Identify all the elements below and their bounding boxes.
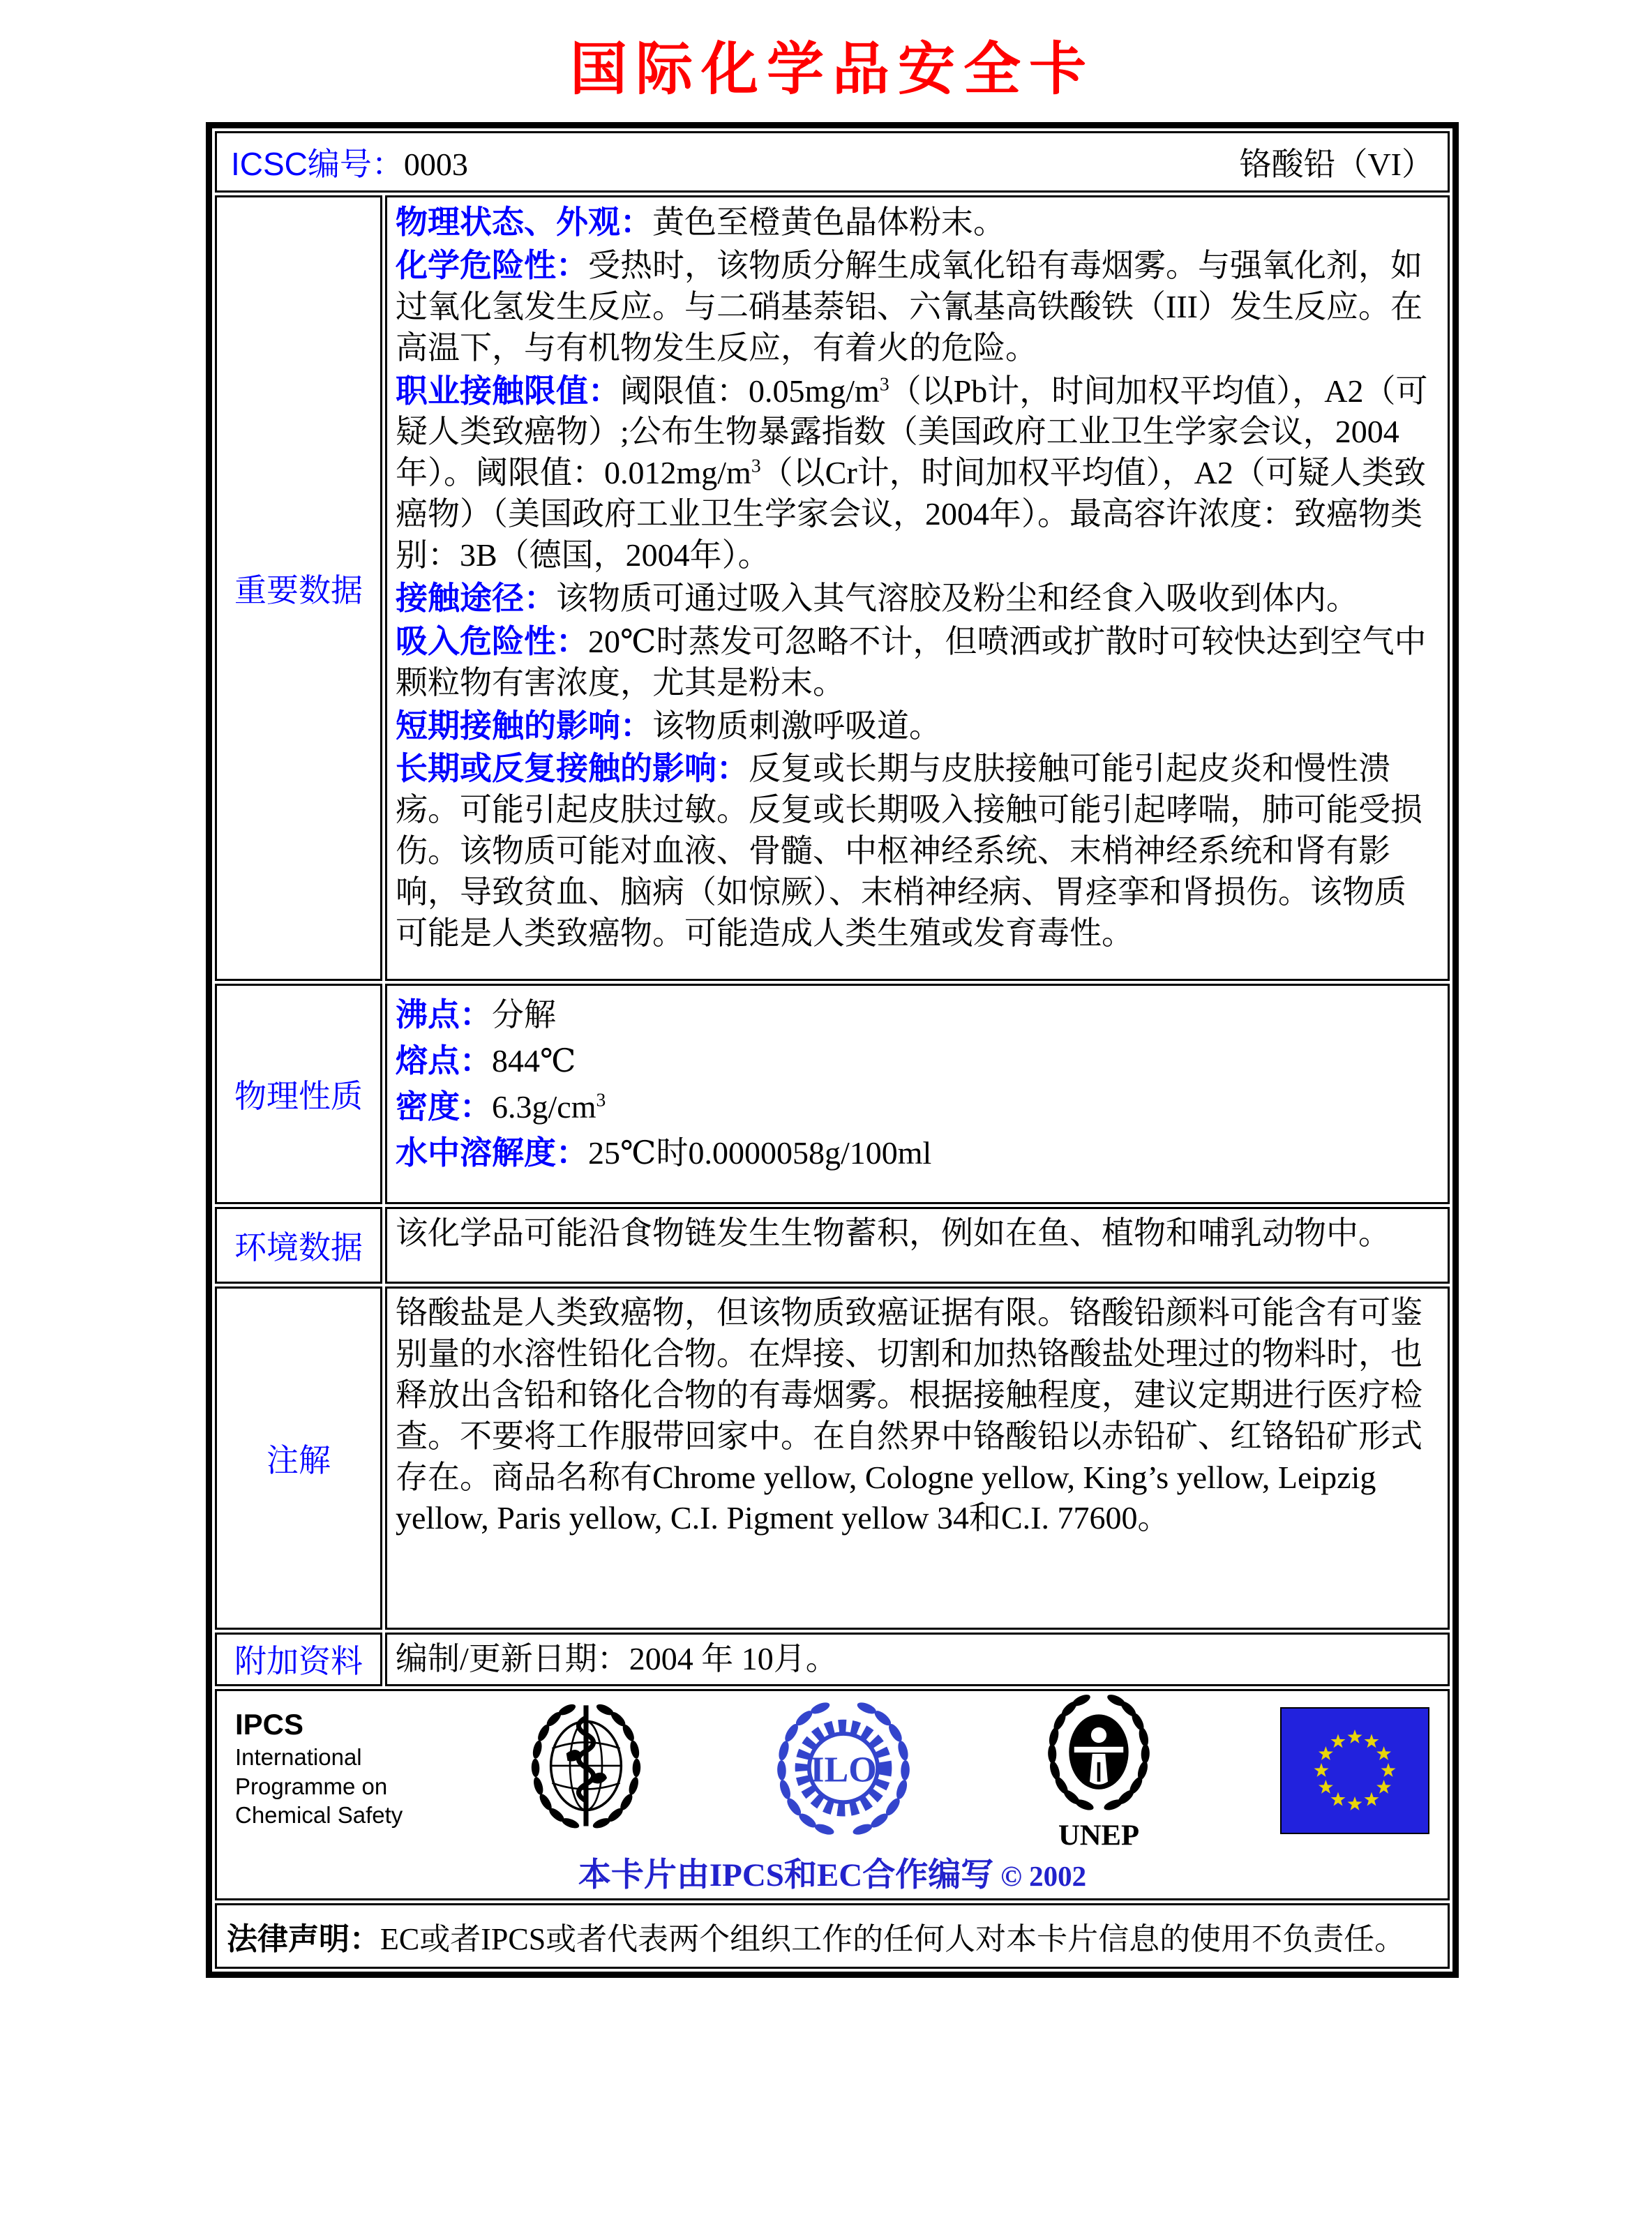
field-label: 吸入危险性： <box>396 622 588 659</box>
unep-logo-text: UNEP <box>1058 1819 1140 1852</box>
ilo-logo-text: ILO <box>810 1750 877 1790</box>
eu-flag-icon <box>1280 1707 1429 1834</box>
field-paragraph: 熔点：844℃ <box>396 1042 576 1079</box>
field-paragraph: 密度：$6.3g/cm^3$ <box>396 1088 606 1125</box>
section-label-environmental-data: 环境数据 <box>215 1207 382 1284</box>
legal-cell <box>215 1903 1450 1969</box>
icsc-number-group <box>231 139 468 185</box>
field-paragraph: 职业接触限值：阈限值：$0.05mg/m^3$（以Pb计，时间加权平均值），A2（可疑人类致癌物）;公布生物暴露指数（美国政府工业卫生学家会议，2004年）。阈限值：$0.012mg/m^3$（以Cr计，时间加权平均值），A2（可疑人类致癌物）（美国政府工业卫生学家会议，2004年）。最高容许浓度：致癌物类别：3B（德国，2004年）。 <box>396 372 1428 573</box>
notes-row <box>215 1286 1450 1630</box>
physical-properties-row <box>215 984 1450 1204</box>
footer-caption <box>235 1849 1429 1896</box>
physical-properties-content <box>385 984 1450 1204</box>
field-label: 物理状态、外观： <box>396 204 652 240</box>
field-paragraph: 长期或反复接触的影响：反复或长期与皮肤接触可能引起皮炎和慢性溃疡。可能引起皮肤过敏。反复或长期吸入接触可能引起哮喘，肺可能受损伤。该物质可能对血液、骨髓、中枢神经系统、末梢神经系统和肾有影响，导致贫血、脑病（如惊厥）、末梢神经病、胃痉挛和肾损伤。该物质可能是人类致癌物。可能造成人类生殖或发育毒性。 <box>396 750 1422 951</box>
field-paragraph: 沸点：分解 <box>396 996 556 1033</box>
copyright-text: © 2002 <box>1000 1859 1087 1892</box>
legal-text: EC或者IPCS或者代表两个组织工作的任何人对本卡片信息的使用不负责任。 <box>380 1921 1406 1956</box>
chemical-name: 铬酸铅（VI） <box>1239 147 1434 182</box>
icsc-number-value: 0003 <box>403 147 468 182</box>
field-paragraph: 短期接触的影响：该物质刺激呼吸道。 <box>396 707 941 744</box>
important-data-row <box>215 195 1450 981</box>
who-logo-icon <box>513 1697 659 1845</box>
field-label: 长期或反复接触的影响： <box>396 750 749 787</box>
ipcs-acronym: IPCS <box>235 1707 304 1741</box>
ipcs-block <box>235 1697 403 1829</box>
page-title: 国际化学品安全卡 <box>569 38 1095 101</box>
field-label: 密度： <box>396 1088 492 1125</box>
additional-info-row <box>215 1633 1450 1686</box>
unep-logo-icon <box>1028 1690 1170 1852</box>
section-label-additional-info: 附加资料 <box>215 1633 382 1686</box>
caption-text: 本卡片由IPCS和EC合作编写 <box>578 1856 994 1893</box>
ipcs-line-1: International <box>235 1744 362 1771</box>
notes-content: 铬酸盐是人类致癌物，但该物质致癌证据有限。铬酸铅颜料可能含有可鉴别量的水溶性铅化合物。在焊接、切割和加热铬酸盐处理过的物料时，也释放出含铅和铬化合物的有毒烟雾。根据接触程度，建议定期进行医疗检查。不要将工作服带回家中。在自然界中铬酸铅以赤铅矿、红铬铅矿形式存在。商品名称有Chrome yellow, Cologne yellow, King’s yellow, Leipzig yellow, Paris yellow, C.I. Pigment yellow 34和C.I. 77600。 <box>385 1286 1450 1630</box>
section-label-physical-properties: 物理性质 <box>215 984 382 1204</box>
ipcs-line-3: Chemical Safety <box>235 1801 403 1828</box>
ilo-logo-icon <box>769 1697 917 1845</box>
environmental-data-row <box>215 1207 1450 1284</box>
section-label-important-data: 重要数据 <box>215 195 382 981</box>
field-label: 化学危险性： <box>396 246 588 283</box>
footer-cell <box>215 1689 1450 1900</box>
icsc-number-label: ICSC编号： <box>231 146 404 182</box>
footer-row <box>215 1689 1450 1900</box>
field-label: 接触途径： <box>396 579 556 616</box>
ipcs-line-2: Programme on <box>235 1773 388 1799</box>
additional-info-content: 编制/更新日期：2004 年 10月。 <box>385 1633 1450 1686</box>
important-data-content <box>385 195 1450 981</box>
header-cell <box>215 131 1450 193</box>
field-paragraph: 水中溶解度：25℃时0.0000058g/100ml <box>396 1134 932 1171</box>
field-label: 短期接触的影响： <box>396 707 652 744</box>
field-paragraph: 接触途径：该物质可通过吸入其气溶胶及粉尘和经食入吸收到体内。 <box>396 579 1358 616</box>
field-paragraph: 物理状态、外观：黄色至橙黄色晶体粉末。 <box>396 204 1005 240</box>
field-paragraph: 吸入危险性：20℃时蒸发可忽略不计，但喷洒或扩散时可较快达到空气中颗粒物有害浓度，尤其是粉末。 <box>396 622 1427 700</box>
icsc-card-table <box>206 122 1459 1978</box>
field-label: 水中溶解度： <box>396 1134 588 1171</box>
field-label: 熔点： <box>396 1042 492 1079</box>
section-label-notes: 注解 <box>215 1286 382 1630</box>
field-label: 沸点： <box>396 996 492 1033</box>
legal-label: 法律声明： <box>227 1921 380 1956</box>
field-label: 职业接触限值： <box>396 372 620 409</box>
field-paragraph: 化学危险性：受热时，该物质分解生成氧化铅有毒烟雾。与强氧化剂，如过氧化氢发生反应。与二硝基萘铝、六氰基高铁酸铁（III）发生反应。在高温下，与有机物发生反应，有着火的危险。 <box>396 246 1422 366</box>
header-row <box>215 131 1450 193</box>
legal-row <box>215 1903 1450 1969</box>
environmental-data-content: 该化学品可能沿食物链发生生物蓄积，例如在鱼、植物和哺乳动物中。 <box>385 1207 1450 1284</box>
